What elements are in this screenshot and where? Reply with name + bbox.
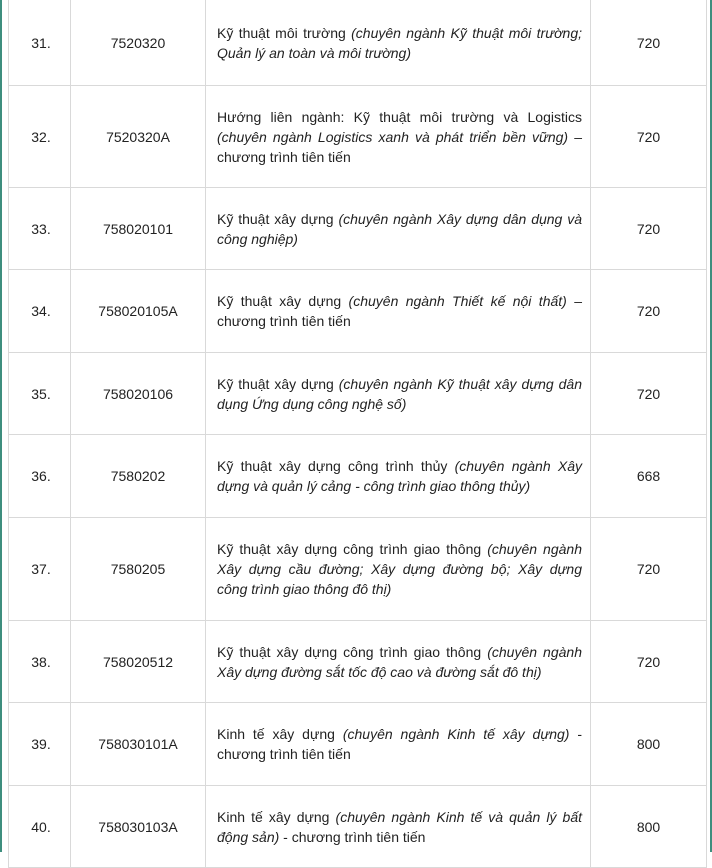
table-row xyxy=(9,353,707,435)
row-number: 33. xyxy=(9,188,71,270)
major-name: Kỹ thuật xây dựng xyxy=(217,375,334,392)
major-name: Kỹ thuật xây dựng xyxy=(217,210,334,227)
table-row xyxy=(9,270,707,353)
row-number: 40. xyxy=(9,786,71,868)
score: 800 xyxy=(591,703,707,786)
program-suffix: - chương trình tiên tiến xyxy=(279,828,426,845)
major-name-cell xyxy=(206,0,591,86)
score: 720 xyxy=(591,353,707,435)
major-code: 7520320 xyxy=(71,0,206,86)
major-name-cell xyxy=(206,435,591,518)
major-name: Kỹ thuật xây dựng công trình giao thông xyxy=(217,541,482,557)
score: 720 xyxy=(591,621,707,703)
major-code: 7580205 xyxy=(71,518,206,621)
specialization: (chuyên ngành Xây dựng cầu đường; Xây dựng đường bộ; Xây dựng công trình giao thông đô thị) xyxy=(217,541,582,597)
major-name: Kinh tế xây dựng xyxy=(217,808,330,825)
specialization: (chuyên ngành Kinh tế xây dựng) xyxy=(342,726,570,742)
specialization: (chuyên ngành Xây dựng và quản lý cảng - công trình giao thông thủy) xyxy=(217,458,583,494)
specialization: (chuyên ngành Xây dựng đường sắt tốc độ cao và đường sắt đô thị) xyxy=(217,643,582,680)
major-code: 758020101 xyxy=(71,188,206,270)
major-name: Kỹ thuật xây dựng công trình thủy xyxy=(217,458,448,474)
major-code: 758020105A xyxy=(71,270,206,353)
row-number: 31. xyxy=(9,0,71,86)
major-code: 758030103A xyxy=(71,786,206,868)
score: 668 xyxy=(591,435,707,518)
major-name: Kỹ thuật xây dựng xyxy=(217,293,342,309)
program-suffix: – chương trình tiên tiến xyxy=(217,293,582,329)
specialization: (chuyên ngành Kỹ thuật môi trường; Quản lý an toàn và môi trường) xyxy=(217,24,582,61)
row-number: 37. xyxy=(9,518,71,621)
table-row xyxy=(9,0,707,86)
table-row xyxy=(9,86,707,188)
major-name-cell xyxy=(206,188,591,270)
row-number: 38. xyxy=(9,621,71,703)
major-code: 758030101A xyxy=(71,703,206,786)
major-name: Kỹ thuật xây dựng công trình giao thông xyxy=(217,643,482,660)
specialization: (chuyên ngành Logistics xanh và phát triển bền vững) xyxy=(217,128,569,145)
row-number: 34. xyxy=(9,270,71,353)
specialization: (chuyên ngành Kỹ thuật xây dựng dân dụng Ứng dụng công nghệ số) xyxy=(217,375,582,412)
score: 720 xyxy=(591,518,707,621)
table-row xyxy=(9,786,707,868)
program-suffix: - chương trình tiên tiến xyxy=(217,726,582,762)
score: 720 xyxy=(591,86,707,188)
table-row xyxy=(9,518,707,621)
major-name: Kỹ thuật môi trường xyxy=(217,24,346,41)
major-name-cell xyxy=(206,786,591,868)
row-number: 32. xyxy=(9,86,71,188)
row-number: 39. xyxy=(9,703,71,786)
table-row xyxy=(9,621,707,703)
major-name-cell xyxy=(206,353,591,435)
specialization: (chuyên ngành Thiết kế nội thất) xyxy=(348,293,567,309)
score: 720 xyxy=(591,0,707,86)
major-name: Kinh tế xây dựng xyxy=(217,726,335,742)
row-number: 36. xyxy=(9,435,71,518)
specialization: (chuyên ngành Kinh tế và quản lý bất động sản) xyxy=(217,808,582,845)
table-row xyxy=(9,435,707,518)
major-name: Hướng liên ngành: Kỹ thuật môi trường và Logistics xyxy=(217,108,582,125)
row-number: 35. xyxy=(9,353,71,435)
program-suffix: – chương trình tiên tiến xyxy=(217,128,582,165)
admission-score-table xyxy=(8,0,707,868)
table-row xyxy=(9,703,707,786)
major-name-cell xyxy=(206,621,591,703)
major-code: 7520320A xyxy=(71,86,206,188)
major-code: 758020512 xyxy=(71,621,206,703)
major-code: 7580202 xyxy=(71,435,206,518)
major-name-cell xyxy=(206,86,591,188)
specialization: (chuyên ngành Xây dựng dân dụng và công nghiệp) xyxy=(217,210,582,247)
table-row xyxy=(9,188,707,270)
major-name-cell xyxy=(206,270,591,353)
score: 800 xyxy=(591,786,707,868)
major-name-cell xyxy=(206,703,591,786)
score: 720 xyxy=(591,188,707,270)
score: 720 xyxy=(591,270,707,353)
major-name-cell xyxy=(206,518,591,621)
major-code: 758020106 xyxy=(71,353,206,435)
